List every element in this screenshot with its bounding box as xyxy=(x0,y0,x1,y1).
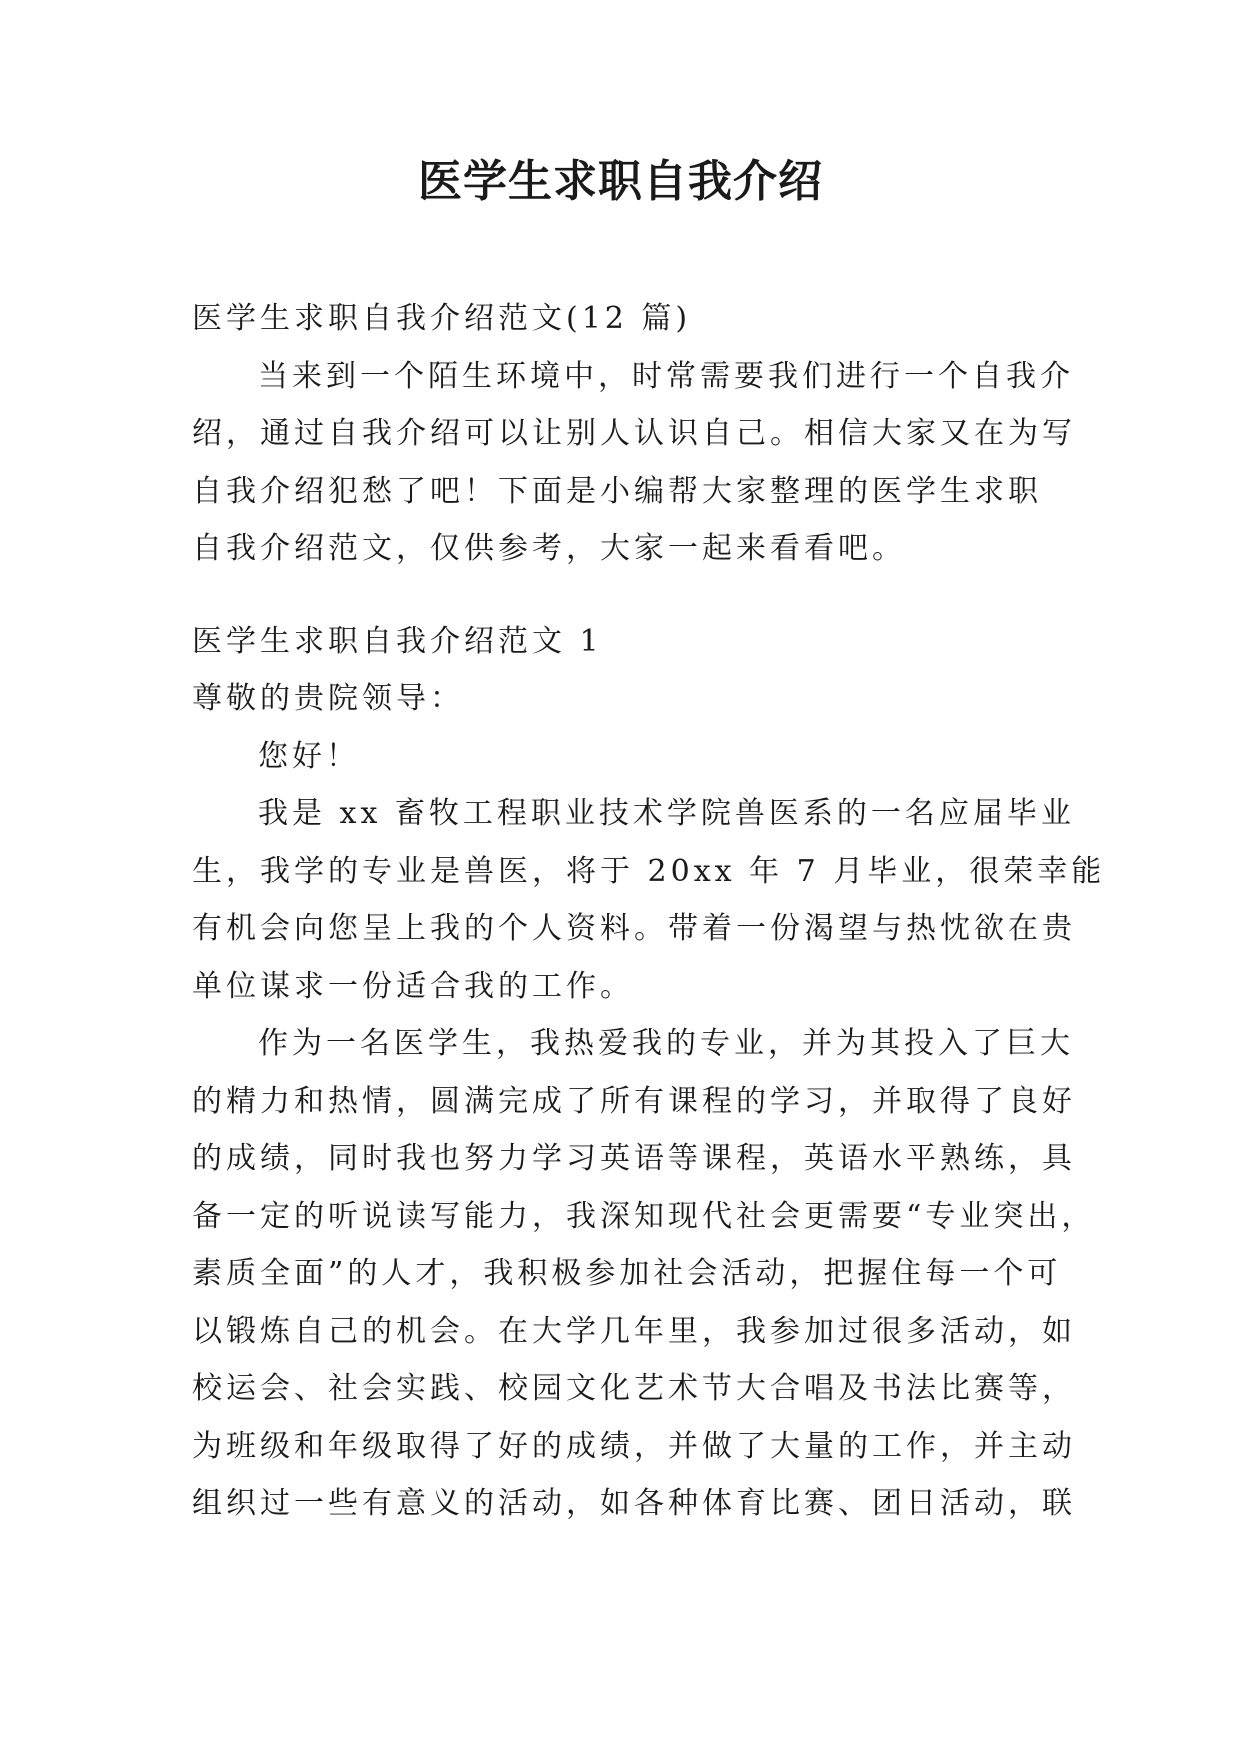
intro-line: 绍，通过自我介绍可以让别人认识自己。相信大家又在为写 xyxy=(192,416,1076,451)
paragraph-line: 备一定的听说读写能力，我深知现代社会更需要“专业突出， xyxy=(192,1198,1096,1234)
section-heading: 医学生求职自我介绍范文 1 xyxy=(192,623,603,659)
document-body xyxy=(192,290,1106,1533)
document-subtitle: 医学生求职自我介绍范文(12 篇) xyxy=(192,301,692,336)
document-title: 医学生求职自我介绍 xyxy=(418,156,823,207)
intro-line: 当来到一个陌生环境中，时常需要我们进行一个自我介 xyxy=(258,358,1074,394)
paragraph-line: 的成绩，同时我也努力学习英语等课程，英语水平熟练，具 xyxy=(192,1141,1076,1176)
paragraph-line: 校运会、社会实践、校园文化艺术节大合唱及书法比赛等， xyxy=(192,1371,1076,1406)
salutation: 尊敬的贵院领导： xyxy=(192,681,464,716)
body-paragraph-1 xyxy=(192,785,1106,1015)
intro-line: 自我介绍犯愁了吧！下面是小编帮大家整理的医学生求职 xyxy=(192,473,1042,509)
greeting: 您好！ xyxy=(258,738,360,774)
paragraph-line: 素质全面”的人才，我积极参加社会活动，把握住每一个可 xyxy=(192,1256,1062,1291)
paragraph-line: 有机会向您呈上我的个人资料。带着一份渴望与热忱欲在贵 xyxy=(192,911,1076,946)
intro-line: 自我介绍范文，仅供参考，大家一起来看看吧。 xyxy=(192,531,906,566)
paragraph-line: 作为一名医学生，我热爱我的专业，并为其投入了巨大 xyxy=(258,1026,1074,1061)
paragraph-line: 以锻炼自己的机会。在大学几年里，我参加过很多活动，如 xyxy=(192,1313,1076,1349)
paragraph-line: 单位谋求一份适合我的工作。 xyxy=(192,968,634,1004)
paragraph-line: 的精力和热情，圆满完成了所有课程的学习，并取得了良好 xyxy=(192,1083,1076,1119)
intro-paragraph xyxy=(192,348,1076,578)
paragraph-line: 组织过一些有意义的活动，如各种体育比赛、团日活动，联 xyxy=(192,1486,1076,1521)
paragraph-line: 生，我学的专业是兽医，将于 20xx 年 7 月毕业，很荣幸能 xyxy=(192,853,1106,889)
paragraph-line: 我是 xx 畜牧工程职业技术学院兽医系的一名应届毕业 xyxy=(258,796,1075,831)
paragraph-line: 为班级和年级取得了好的成绩，并做了大量的工作，并主动 xyxy=(192,1428,1076,1464)
body-paragraph-2 xyxy=(192,1015,1096,1533)
